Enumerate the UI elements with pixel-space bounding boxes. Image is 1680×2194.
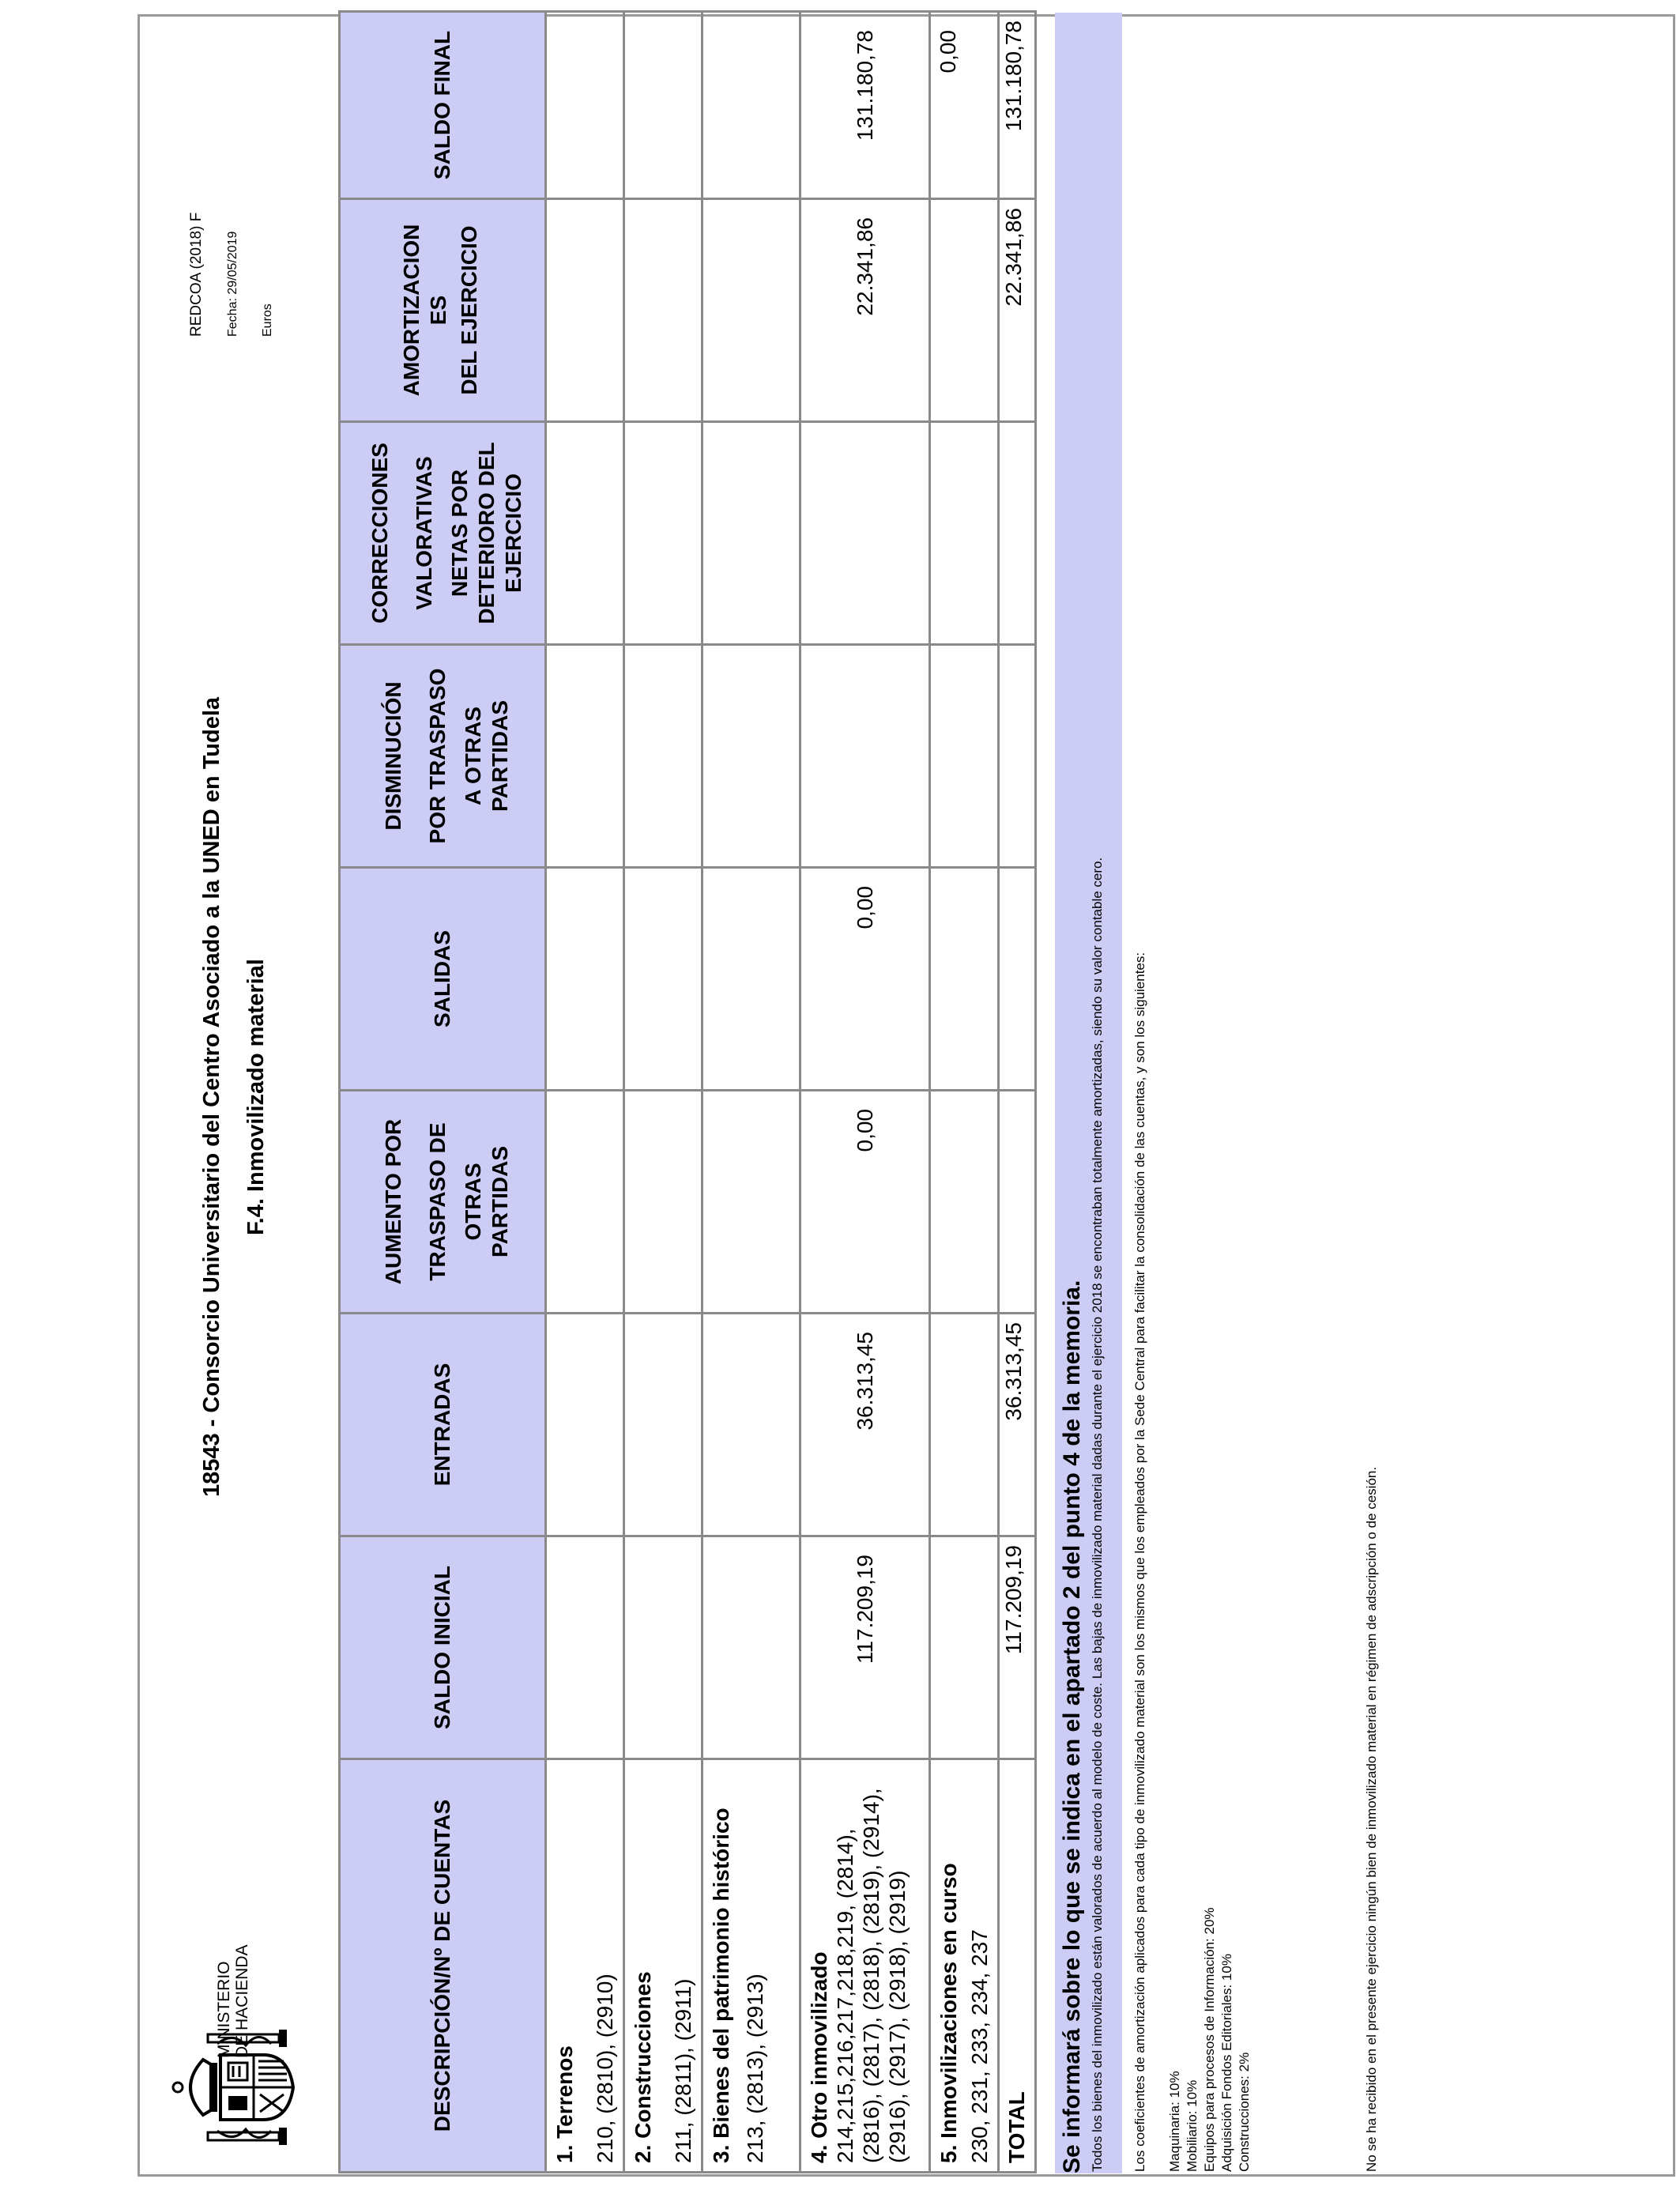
disminucion-line: POR TRASPASO [425,668,450,844]
cell-correcciones [703,422,800,645]
coefficient-item: Construcciones: 2% [1237,2052,1252,2172]
row-description [800,1759,930,2173]
cell-saldo-final [624,12,703,199]
correcciones-line: CORRECCIONES [367,443,392,624]
col-header-saldo-inicial: SALDO INICIAL [340,1536,546,1759]
col-header-disminucion [340,645,546,868]
cell-salidas [703,868,800,1091]
col-header-saldo-final: SALDO FINAL [340,12,546,199]
total-disminucion [999,645,1036,868]
total-label: TOTAL [999,1759,1036,2173]
disminucion-line: A OTRAS [461,707,485,805]
cell-aumento [930,1091,999,1314]
cell-salidas [624,868,703,1091]
total-saldo-final: 131.180,78 [999,12,1036,199]
amortizaciones-line: DEL EJERCICIO [457,225,481,395]
col-header-correcciones [340,422,546,645]
cell-salidas: 0,00 [800,868,930,1091]
cell-correcciones [800,422,930,645]
ministry-line-1: MINISTERIO [215,1961,233,2058]
row-description [930,1759,999,2173]
row-accounts: 211, (2811), (2911) [671,1978,695,2163]
row-title: 2. Construcciones [631,1971,655,2163]
cell-saldo-inicial [546,1536,624,1759]
col-header-amortizaciones [340,199,546,422]
total-correcciones [999,422,1036,645]
cell-aumento: 0,00 [800,1091,930,1314]
table-row [800,12,930,2173]
cell-entradas [546,1314,624,1536]
cell-aumento [546,1091,624,1314]
total-row [999,12,1036,2173]
report-code: REDCOA (2018) F [188,212,205,337]
row-title: 3. Bienes del patrimonio histórico [709,1808,733,2163]
cell-aumento [624,1091,703,1314]
cell-entradas [930,1314,999,1536]
cell-amortizaciones: 22.341,86 [800,199,930,422]
row-accounts: 230, 231, 233, 234, 237 [967,1929,992,2163]
amortizaciones-line: AMORTIZACION [399,224,424,397]
cell-saldo-inicial [624,1536,703,1759]
cell-amortizaciones [930,199,999,422]
cell-saldo-final: 131.180,78 [800,12,930,199]
fixed-assets-table [338,10,1037,2173]
col-header-salidas: SALIDAS [340,868,546,1091]
disminucion-line: PARTIDAS [488,699,512,812]
table-row [624,12,703,2173]
cell-correcciones [546,422,624,645]
cell-saldo-inicial: 117.209,19 [800,1536,930,1759]
memoria-note: Se informará sobre lo que se indica en el apartado 2 del punto 4 de la memoria. [1059,1280,1085,2173]
aumento-line: PARTIDAS [488,1145,512,1258]
ministry-line-2: DE HACIENDA [233,1944,251,2058]
cell-saldo-inicial [703,1536,800,1759]
cell-saldo-final [546,12,624,199]
cell-amortizaciones [546,199,624,422]
coefficient-item: Adquisición Fondos Editoriales: 10% [1219,1954,1234,2172]
disminucion-line: DISMINUCIÓN [381,681,405,831]
col-header-aumento [340,1091,546,1314]
cell-correcciones [930,422,999,645]
cell-saldo-final [703,12,800,199]
cell-entradas [703,1314,800,1536]
row-accounts: 213, (2813), (2913) [743,1973,767,2163]
cell-salidas [546,868,624,1091]
coefficient-item: Equipos para procesos de Información: 20% [1202,1907,1217,2172]
correcciones-line: DETERIORO DEL [474,442,499,624]
table-row [546,12,624,2173]
total-saldo-inicial: 117.209,19 [999,1536,1036,1759]
report-date: Fecha: 29/05/2019 [226,231,239,337]
coefficient-list [1166,1907,1253,2172]
cell-amortizaciones [703,199,800,422]
aumento-line: TRASPASO DE [425,1122,450,1281]
amortizaciones-line: ES [426,295,450,326]
cell-entradas [624,1314,703,1536]
cell-disminucion [703,645,800,868]
cell-amortizaciones [624,199,703,422]
cell-salidas [930,868,999,1091]
cell-disminucion [800,645,930,868]
coefficient-item: Maquinaria: 10% [1167,2071,1182,2172]
cell-entradas: 36.313,45 [800,1314,930,1536]
cell-aumento [703,1091,800,1314]
row-description [546,1759,624,2173]
row-description [624,1759,703,2173]
cell-saldo-final: 0,00 [930,12,999,199]
currency-label: Euros [261,303,274,337]
col-header-entradas: ENTRADAS [340,1314,546,1536]
page-title: 18543 - Consorcio Universitario del Centro Asociado a la UNED en Tudela [199,696,224,1498]
note-adscription: No se ha recibido en el presente ejercicio ningún bien de inmovilizado material en régimen de adscripción o de cesión. [1364,1466,1379,2172]
table-row [703,12,800,2173]
aumento-line: OTRAS [461,1163,485,1241]
table-header-row [340,12,546,2173]
col-header-desc: DESCRIPCIÓN/Nº DE CUENTAS [340,1759,546,2173]
coefficient-item: Mobiliario: 10% [1185,2079,1200,2172]
row-description [703,1759,800,2173]
cell-disminucion [930,645,999,868]
total-entradas: 36.313,45 [999,1314,1036,1536]
row-accounts: 210, (2810), (2910) [593,1973,617,2163]
table-row [930,12,999,2173]
total-amortizaciones: 22.341,86 [999,199,1036,422]
cell-saldo-inicial [930,1536,999,1759]
correcciones-line: VALORATIVAS [412,456,436,610]
aumento-line: AUMENTO POR [381,1118,405,1285]
cell-correcciones [624,422,703,645]
row-accounts: 214,215,216,217,218,219, (2814), (2816), (2817), (2818), (2819), (2914), (2916), (2917), (2918), (2919) [833,1788,910,2163]
cell-disminucion [546,645,624,868]
row-title: 5. Inmovilizaciones en curso [936,1863,961,2163]
correcciones-line: EJERCICIO [501,473,525,593]
total-aumento [999,1091,1036,1314]
note-valuation: Todos los bienes del inmovilizado están valorados de acuerdo al modelo de coste. Las bajas de inmovilizado material dadas durante el ejercicio 2018 se encontraban totalmente amortizadas, siendo su valor contable cero. [1090,857,1105,2172]
correcciones-line: NETAS POR [447,469,472,598]
row-title: 4. Otro inmovilizado [807,1951,831,2163]
total-salidas [999,868,1036,1091]
note-coefficients: Los coeficientes de amortización aplicados para cada tipo de inmovilizado material son los mismos que los empleados por la Sede Central para facilitar la consolidación de las cuentas, y son los siguientes: [1132,952,1147,2172]
cell-disminucion [624,645,703,868]
row-title: 1. Terrenos [552,2045,577,2163]
page-subtitle: F.4. Inmovilizado material [243,959,269,1235]
